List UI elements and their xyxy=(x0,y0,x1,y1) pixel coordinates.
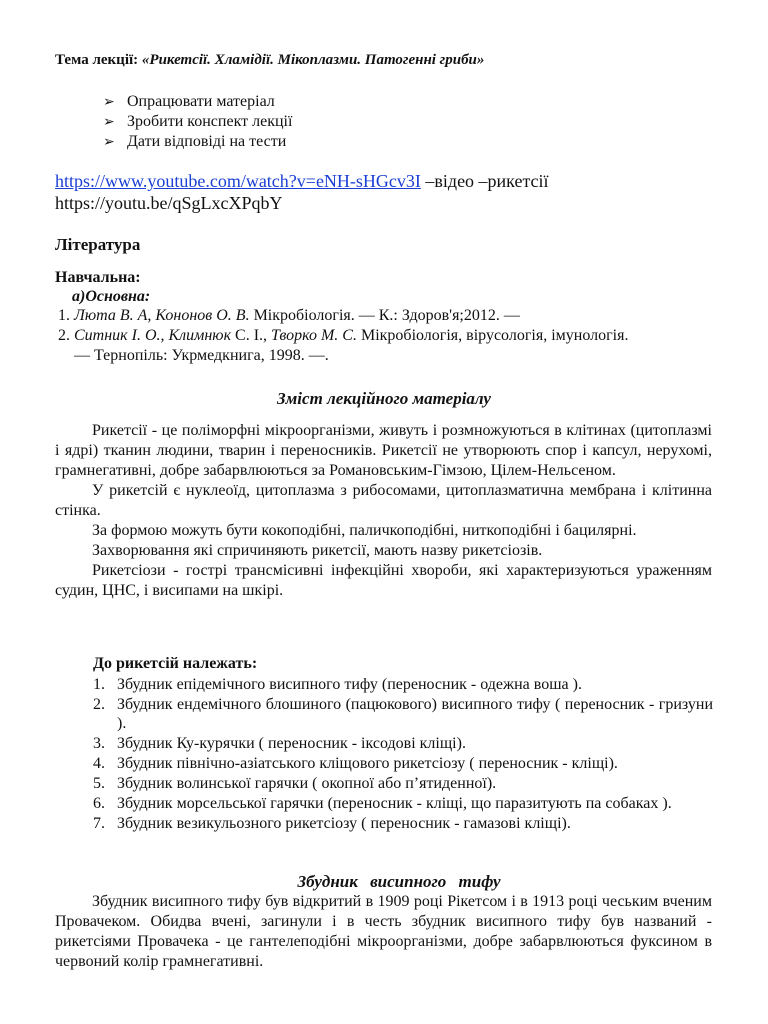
typhus-heading: Збудник висипного тифу xyxy=(297,872,501,891)
arrow-bullet-icon: ➢ xyxy=(103,134,115,150)
rickettsia-list xyxy=(93,675,713,834)
video-links xyxy=(55,170,549,214)
reference-continuation: — Тернопіль: Укрмедкнига, 1998. —. xyxy=(74,347,329,364)
lecture-topic xyxy=(55,52,484,69)
video-link[interactable]: https://www.youtube.com/watch?v=eNH-sHGcv3I xyxy=(55,171,421,191)
literature-heading: Література xyxy=(55,235,141,254)
list-item: 5. Збудник волинської гарячки ( окопної або п’ятиденної). xyxy=(93,775,497,792)
reference-item: 2. Ситник І. О., Климнюк С. І., Творко М. С. Мікробіологія, вірусологія, імунологія. xyxy=(58,327,629,344)
paragraph: Рикетсіози - гострі трансмісивні інфекційні хвороби, які характеризуються ураженням судин, ЦНС, і висипами на шкірі. xyxy=(55,562,712,599)
paragraph: У рикетсій є нуклеоїд, цитоплазма з рибосомами, цитоплазматична мембрана і клітинна стінка. xyxy=(55,482,712,519)
list-item: 4. Збудник північно-азіатського кліщового рикетсіозу ( переносник - кліщі). xyxy=(93,755,618,772)
list-item: 7. Збудник везикульозного рикетсіозу ( переносник - гамазові кліщі). xyxy=(93,815,571,832)
task-item: ➢ Зробити конспект лекції xyxy=(103,113,293,130)
paragraph: Рикетсії - це поліморфні мікроорганізми, живуть і розмножуються в клітинах (цитоплазмі і ядрі) тканин людини, тварин і переносників. Рикетсії не утворюють спор і капсул, нерухомі, грамнегативні, добре забарвлюються за Романовським-Гімзою, Цілем-Нельсеном. xyxy=(55,422,712,479)
short-video-link: https://youtu.be/qSgLxcXPqbY xyxy=(55,193,283,213)
list-item: 2. Збудник ендемічного блошиного (пацюкового) висипного тифу ( переносник - гризуни ). xyxy=(93,696,713,732)
reference-list xyxy=(58,306,738,366)
educational-heading: Навчальна: xyxy=(55,269,141,286)
paragraph: За формою можуть бути кокоподібні, паличкоподібні, ниткоподібні і бацилярні. xyxy=(92,522,637,539)
topic-prefix: Тема лекції: xyxy=(55,52,142,68)
rickettsia-description xyxy=(55,421,712,601)
arrow-bullet-icon: ➢ xyxy=(103,94,115,110)
task-item: ➢ Опрацювати матеріал xyxy=(103,93,275,110)
list-item: 6. Збудник морсельської гарячки (переносник - кліщі, що паразитують па собаках ). xyxy=(93,795,672,812)
task-item: ➢ Дати відповіді на тести xyxy=(103,133,287,150)
main-literature-heading: а)Основна: xyxy=(72,288,151,305)
task-list xyxy=(103,92,292,152)
video-link-caption: –відео –рикетсії xyxy=(420,171,549,191)
list-item: 3. Збудник Ку-курячки ( переносник - іксодові кліщі). xyxy=(93,735,466,752)
rickettsia-list-heading: До рикетсій належать: xyxy=(93,655,258,672)
typhus-description xyxy=(55,892,712,972)
topic-title: «Рикетсії. Хламідії. Мікоплазми. Патогенні гриби» xyxy=(141,52,485,68)
arrow-bullet-icon: ➢ xyxy=(103,114,115,130)
list-item: 1. Збудник епідемічного висипного тифу (переносник - одежна воша ). xyxy=(93,676,582,693)
content-heading: Зміст лекційного матеріалу xyxy=(277,389,491,408)
reference-item: 1. Люта В. А, Кононов О. В. Мікробіологія. — К.: Здоров'я;2012. — xyxy=(58,307,520,324)
paragraph: Захворювання які спричиняють рикетсії, мають назву рикетсіозів. xyxy=(92,542,543,559)
paragraph: Збудник висипного тифу був відкритий в 1909 році Рікетсом і в 1913 році чеським вченим Провачеком. Обидва вчені, загинули і в честь збудник висипного тифу був названий - рикетсіями Провачека - це гантелеподібні мікроорганізми, добре забарвлюються фуксином в червоний колір грамнегативні. xyxy=(55,893,712,970)
